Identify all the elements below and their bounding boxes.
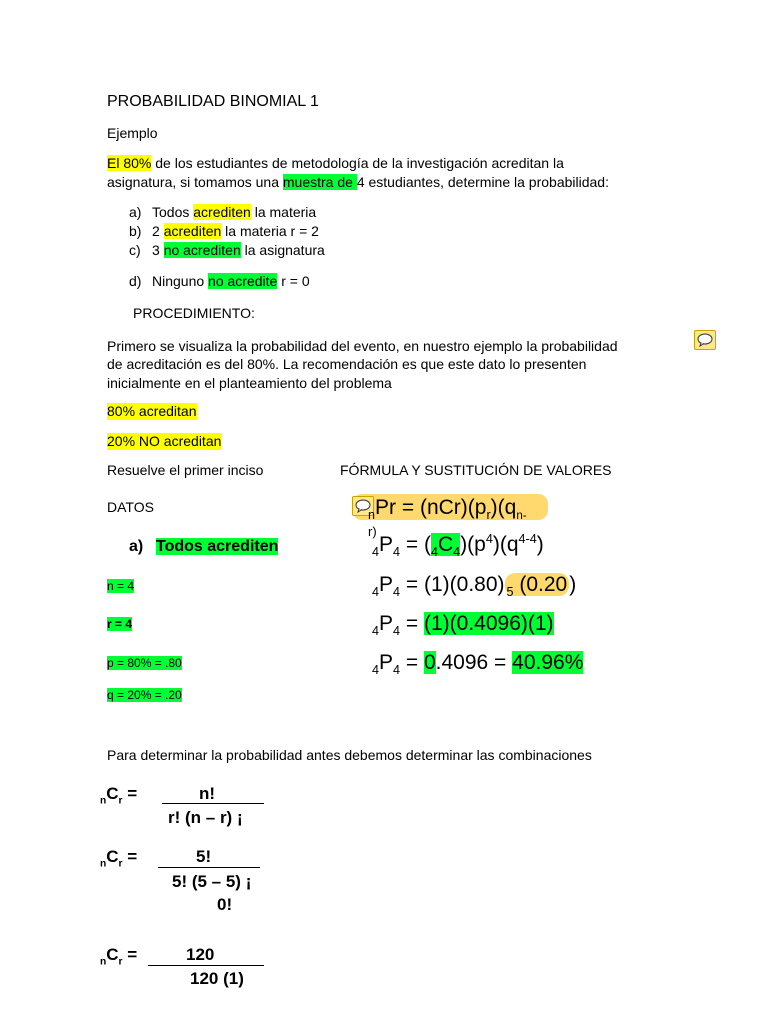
comb-2-denominator: 5! (5 – 5) ¡ xyxy=(172,872,252,891)
para-line-1: Primero se visualiza la probabilidad del evento, en nuestro ejemplo la probabilidad xyxy=(107,338,618,354)
formula-line-5: $_4P_4 = 0.4096 = 40.96\%$ xyxy=(372,651,584,678)
para-line-2: de acreditación es del 80%. La recomendación es que este dato lo presenten xyxy=(107,356,587,372)
procedimiento-heading: PROCEDIMIENTO: xyxy=(133,305,255,321)
intro-line-2: asignatura, si tomamos una muestra de 4 estudiantes, determine la probabilidad: xyxy=(107,174,609,190)
comb-1-denominator: r! (n – r) ¡ xyxy=(168,808,243,827)
formula-line-1-wrap: r) xyxy=(368,524,377,539)
comb-1-lhs: $_nC_r$ = xyxy=(100,784,138,807)
resuelve-label: Resuelve el primer inciso xyxy=(107,462,264,478)
comb-3-numerator: 120 xyxy=(186,945,215,964)
comb-2-extra: 0! xyxy=(217,895,233,914)
comb-intro: Para determinar la probabilidad antes debemos determinar las combinaciones xyxy=(107,747,592,763)
data-q: q = 20% = .20 xyxy=(107,688,182,702)
comb-3-denominator: 120 (1) xyxy=(190,969,244,988)
formula-line-1: $_nPr = (nCr)(p_r)(q_{n-}$ xyxy=(368,496,527,523)
highlight-muestra: muestra de xyxy=(282,174,357,190)
list-item-d: d) Ninguno no acredite r = 0 xyxy=(129,273,310,289)
list-item-c: c) 3 no acrediten la asignatura xyxy=(129,242,325,258)
no-acreditan-label: 20% NO acreditan xyxy=(107,433,222,449)
page-title: PROBABILIDAD BINOMIAL 1 xyxy=(107,93,319,110)
list-item-a: a) Todos acrediten la materia xyxy=(129,204,317,220)
intro-line-1: El 80% de los estudiantes de metodología de la investigación acreditan la xyxy=(107,155,564,171)
comment-icon[interactable] xyxy=(694,330,716,350)
comb-2-numerator: 5! xyxy=(196,847,212,866)
data-r: r = 4 xyxy=(107,617,133,631)
subtitle: Ejemplo xyxy=(107,125,158,141)
para-line-3: inicialmente en el planteamiento del problema xyxy=(107,375,392,391)
inciso-a: a) Todos acrediten xyxy=(129,538,279,555)
data-p: p = 80% = .80 xyxy=(107,656,182,670)
formula-line-2: $_4P_4 = (_4C_4)(p^4)(q^{4-4})$ xyxy=(372,532,544,560)
comb-3-lhs: $_nC_r$ = xyxy=(100,945,138,968)
comb-1-numerator: n! xyxy=(199,784,216,803)
datos-label: DATOS xyxy=(107,499,154,515)
formula-line-3: $_4P_4 = (1)(0.80)$ $_5$ (0.20) xyxy=(372,573,577,600)
acreditan-label: 80% acreditan xyxy=(107,403,197,419)
data-n: n = 4 xyxy=(107,579,135,593)
comb-2-lhs: $_nC_r$ = xyxy=(100,847,138,870)
comb-1-fraction-line xyxy=(162,803,264,804)
comb-2-fraction-line xyxy=(158,867,260,868)
formula-line-4: $_4P_4 = (1)(0.4096)(1)$ xyxy=(372,612,554,639)
highlight-80: El 80% xyxy=(107,155,152,171)
formula-title: FÓRMULA Y SUSTITUCIÓN DE VALORES xyxy=(340,462,612,478)
list-item-b: b) 2 acrediten la materia r = 2 xyxy=(129,223,319,239)
